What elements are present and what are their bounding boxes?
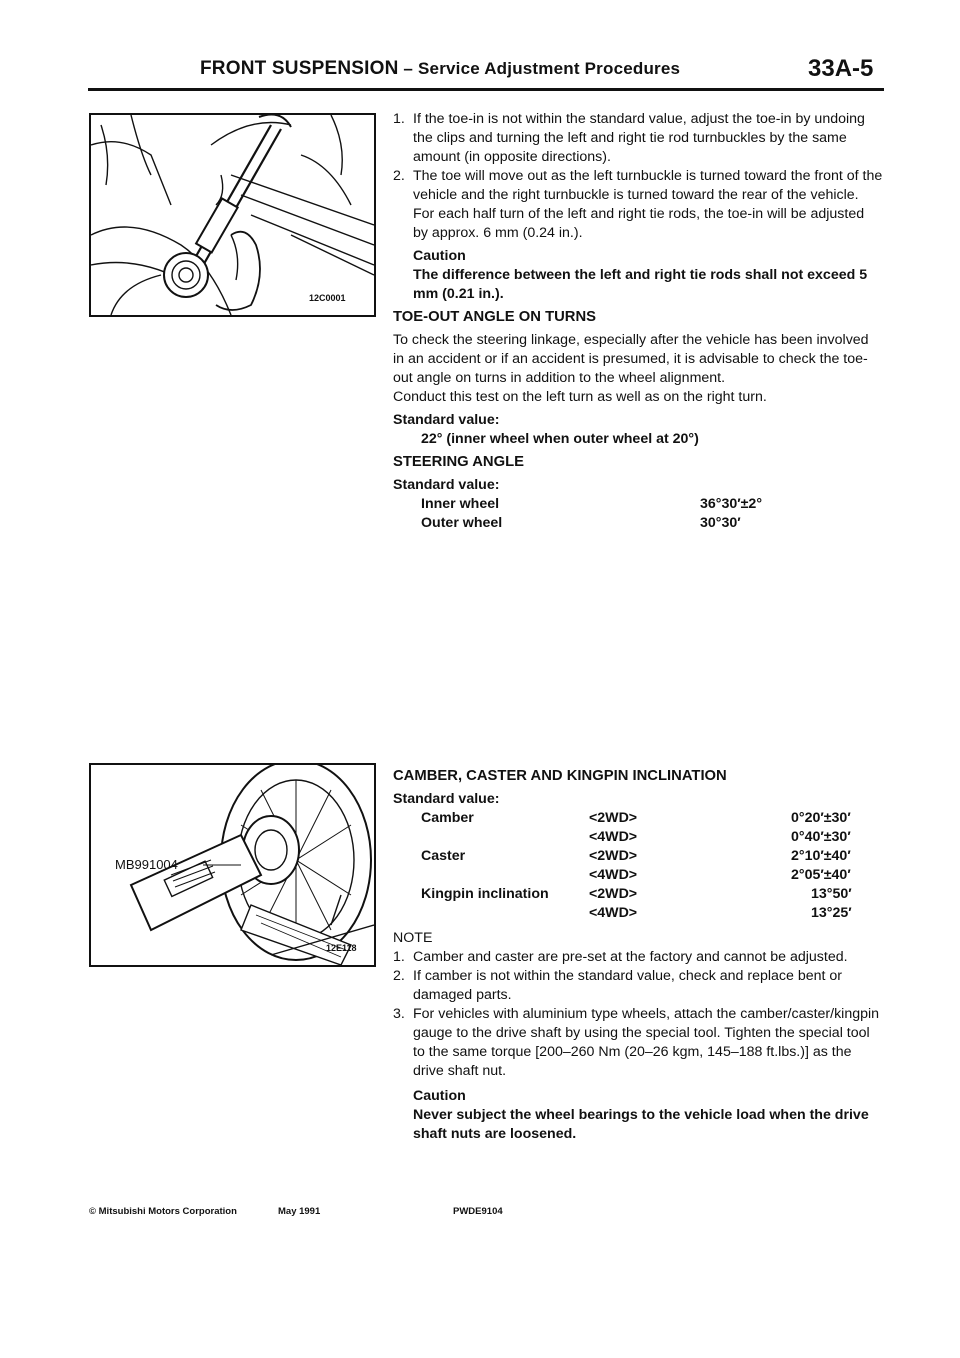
tie-rod-illustration [91,115,374,315]
footer-copyright: © Mitsubishi Motors Corporation [89,1206,237,1217]
figure-code: 12E118 [326,943,357,953]
list-item: 2. If camber is not within the standard value, check and replace bent or damaged parts. [393,968,843,1003]
figure-camber-gauge [89,763,376,967]
page-number: 33A-5 [808,55,874,82]
standard-value-label: Standard value: [393,477,500,493]
caution-label: Caution [413,248,466,264]
spec-row: Inner wheel 36°30′±2° [421,496,762,512]
tool-label: MB991004 [115,857,178,872]
figure-toe-adjust [89,113,376,317]
list-item: 1. Camber and caster are pre-set at the factory and cannot be adjusted. [393,949,848,965]
spec-row: Kingpin inclination <2WD> 13°50′ [421,886,852,902]
toe-in-section [393,110,883,533]
footer-date: May 1991 [278,1206,321,1217]
spec-row: Caster <2WD> 2°10′±40′ [421,848,851,864]
camber-section [393,767,883,1144]
caution-text: The difference between the left and right tie rods shall not exceed 5 mm (0.21 in.). [413,267,868,302]
caution-label: Caution [413,1088,466,1104]
toe-out-paragraph: To check the steering linkage, especially after the vehicle has been involved in an accident or if an accident is presumed, it is advisable to check the toe-out angle on turns in addition to the wheel alignment. [393,332,869,386]
standard-value-label: Standard value: [393,412,500,428]
note-list [393,948,883,1081]
caution-text: Never subject the wheel bearings to the vehicle load when the drive shaft nuts are loosened. [413,1107,869,1142]
standard-value-label: Standard value: [393,791,500,807]
spec-row: <4WD> 0°40′±30′ [589,829,851,845]
section-heading: TOE-OUT ANGLE ON TURNS [393,309,597,325]
note-label: NOTE [393,930,433,946]
toe-in-note: For each half turn of the left and right tie rods, the toe-in will be adjusted by approx. 6 mm (0.24 in.). [413,206,865,241]
spec-row: Camber <2WD> 0°20′±30′ [421,810,851,826]
figure-code: 12C0001 [309,293,346,303]
title-separator: – [398,59,419,78]
list-item: 2. The toe will move out as the left turnbuckle is turned toward the front of the vehicle and the right turnbuckle is turned toward the rear of the vehicle. [393,168,883,203]
toe-out-paragraph-2: Conduct this test on the left turn as well as on the right turn. [393,389,767,405]
standard-value: 22° (inner wheel when outer wheel at 20°) [421,431,699,447]
section-heading: CAMBER, CASTER AND KINGPIN INCLINATION [393,768,727,784]
spec-row: <4WD> 13°25′ [589,905,852,921]
spec-row: Outer wheel 30°30′ [421,515,741,531]
spec-row: <4WD> 2°05′±40′ [589,867,851,883]
header-rule [88,88,884,91]
footer-code: PWDE9104 [453,1206,503,1217]
list-item: 1. If the toe-in is not within the standard value, adjust the toe-in by undoing the clips and turning the left and right tie rod turnbuckles by the same amount (in opposite directions). [393,111,865,165]
title-sub: Service Adjustment Procedures [418,59,681,78]
toe-in-steps [393,110,883,205]
title-main: FRONT SUSPENSION [200,58,399,79]
list-item: 3. For vehicles with aluminium type wheels, attach the camber/caster/kingpin gauge to the drive shaft by using the special tool. Tighten the special tool to the same torque [200–260 Nm (20–26 kgm, 145–188 ft.lbs.)] as the drive shaft nut. [393,1006,880,1079]
page-title [200,58,680,80]
section-heading: STEERING ANGLE [393,454,524,470]
